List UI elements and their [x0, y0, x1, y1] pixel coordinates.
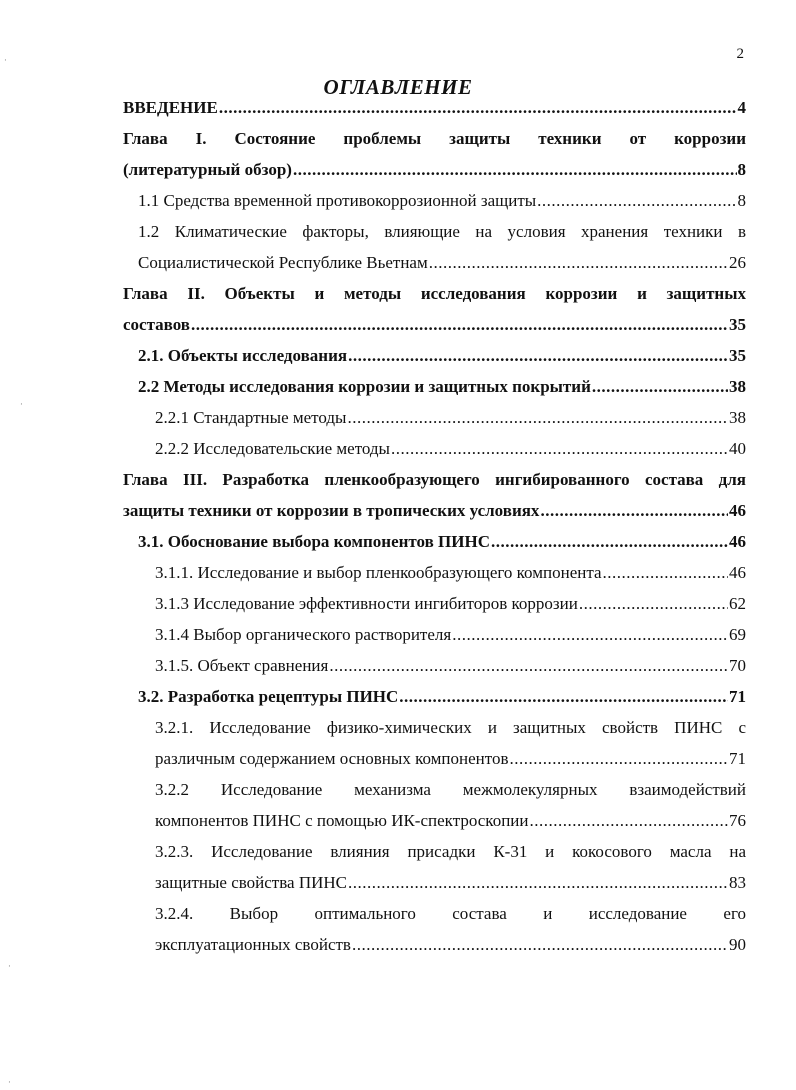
- toc-page-number: 70: [729, 656, 746, 675]
- dot-leader: [509, 743, 728, 774]
- toc-entry: [138, 681, 746, 712]
- toc-page-number: 46: [729, 532, 746, 551]
- toc-page-number: 8: [737, 191, 746, 210]
- toc-entry-line: [138, 371, 746, 402]
- toc-list: [123, 92, 746, 960]
- toc-entry-line: [138, 216, 746, 247]
- dot-leader: [429, 247, 728, 278]
- toc-entry-text: эксплуатационных свойств: [155, 935, 351, 954]
- toc-entry-line: [155, 712, 746, 743]
- toc-page-number: 46: [729, 501, 746, 520]
- dot-leader: [348, 340, 728, 371]
- toc-entry: [155, 836, 746, 898]
- toc-entry-text: 3.1. Обоснование выбора компонентов ПИНС: [138, 532, 491, 551]
- dot-leader: [348, 867, 728, 898]
- toc-entry-line: [155, 743, 746, 774]
- dot-leader: [540, 495, 728, 526]
- scan-mark: ·: [20, 400, 23, 410]
- toc-entry: [155, 774, 746, 836]
- toc-entry-line: [155, 402, 746, 433]
- toc-entry: [123, 278, 746, 340]
- scan-mark: ·: [8, 962, 11, 972]
- toc-page-number: 76: [729, 811, 746, 830]
- toc-entry-text: 1.1 Средства временной противокоррозионной защиты: [138, 191, 537, 210]
- toc-entry-line: [138, 681, 746, 712]
- toc-entry-text: 2.2.1 Стандартные методы: [155, 408, 347, 427]
- toc-entry-text: Глава II. Объекты и методы исследования коррозии и защитных: [123, 284, 746, 303]
- toc-entry-line: [123, 92, 746, 123]
- toc-entry-line: [155, 588, 746, 619]
- toc-entry-line: [123, 464, 746, 495]
- toc-page-number: 4: [737, 98, 746, 117]
- dot-leader: [329, 650, 728, 681]
- dot-leader: [293, 154, 737, 185]
- dot-leader: [592, 371, 728, 402]
- toc-entry: [155, 557, 746, 588]
- scan-mark: ·: [8, 1078, 11, 1088]
- toc-entry-text: 3.2.4. Выбор оптимального состава и исследование его: [155, 904, 746, 923]
- toc-page-number: 35: [729, 315, 746, 334]
- toc-entry-text: 3.1.1. Исследование и выбор пленкообразующего компонента: [155, 563, 602, 582]
- toc-entry-text: Глава I. Состояние проблемы защиты техники от коррозии: [123, 129, 746, 148]
- dot-leader: [579, 588, 728, 619]
- toc-entry-line: [123, 495, 746, 526]
- toc-entry-line: [155, 836, 746, 867]
- toc-entry: [123, 92, 746, 123]
- toc-page-number: 71: [729, 687, 746, 706]
- toc-page-number: 8: [737, 160, 746, 179]
- toc-entry-text: 3.2.3. Исследование влияния присадки К-31 и кокосового масла на: [155, 842, 746, 861]
- toc-entry: [138, 185, 746, 216]
- scan-mark: ·: [4, 56, 7, 66]
- toc-entry-line: [155, 867, 746, 898]
- toc-entry-text: 2.2 Методы исследования коррозии и защитных покрытий: [138, 377, 591, 396]
- toc-page-number: 35: [729, 346, 746, 365]
- dot-leader: [391, 433, 728, 464]
- page-number: 2: [736, 46, 744, 62]
- toc-entry-line: [123, 154, 746, 185]
- toc-entry: [138, 526, 746, 557]
- toc-entry-line: [123, 309, 746, 340]
- toc-entry-line: [138, 340, 746, 371]
- toc-page-number: 90: [729, 935, 746, 954]
- toc-entry-line: [155, 433, 746, 464]
- toc-entry-line: [155, 898, 746, 929]
- toc-entry: [155, 588, 746, 619]
- toc-entry: [155, 898, 746, 960]
- dot-leader: [491, 526, 728, 557]
- toc-page-number: 69: [729, 625, 746, 644]
- toc-entry-line: [138, 247, 746, 278]
- toc-entry: [138, 371, 746, 402]
- toc-page-number: 38: [729, 408, 746, 427]
- dot-leader: [399, 681, 728, 712]
- toc-entry-text: 2.1. Объекты исследования: [138, 346, 348, 365]
- dot-leader: [347, 402, 728, 433]
- toc-entry: [155, 712, 746, 774]
- toc-entry: [155, 650, 746, 681]
- toc-entry: [138, 340, 746, 371]
- toc-entry: [123, 464, 746, 526]
- toc-entry: [155, 433, 746, 464]
- toc-entry-text: различным содержанием основных компонентов: [155, 749, 509, 768]
- toc-entry-line: [155, 805, 746, 836]
- toc-entry: [123, 123, 746, 185]
- dot-leader: [537, 185, 736, 216]
- dot-leader: [352, 929, 728, 960]
- toc-entry-text: Социалистической Республике Вьетнам: [138, 253, 428, 272]
- toc-page-number: 83: [729, 873, 746, 892]
- toc-page-number: 38: [729, 377, 746, 396]
- page-title: ОГЛАВЛЕНИЕ: [323, 75, 473, 99]
- toc-entry: [138, 216, 746, 278]
- toc-entry-text: 1.2 Климатические факторы, влияющие на условия хранения техники в: [138, 222, 746, 241]
- toc-entry-line: [155, 619, 746, 650]
- toc-entry-line: [123, 278, 746, 309]
- toc-entry-line: [155, 557, 746, 588]
- dot-leader: [219, 92, 737, 123]
- toc-entry-line: [138, 526, 746, 557]
- toc-entry-text: 3.1.3 Исследование эффективности ингибиторов коррозии: [155, 594, 578, 613]
- toc-page-number: 46: [729, 563, 746, 582]
- toc-entry-line: [123, 123, 746, 154]
- dot-leader: [191, 309, 728, 340]
- toc-entry-text: ВВЕДЕНИЕ: [123, 98, 218, 117]
- toc-entry: [155, 619, 746, 650]
- toc-entry-text: 3.2. Разработка рецептуры ПИНС: [138, 687, 399, 706]
- dot-leader: [452, 619, 728, 650]
- toc-entry-line: [155, 774, 746, 805]
- toc-entry-line: [155, 650, 746, 681]
- dot-leader: [603, 557, 728, 588]
- toc-page-number: 71: [729, 749, 746, 768]
- toc-entry: [155, 402, 746, 433]
- toc-entry-text: 2.2.2 Исследовательские методы: [155, 439, 390, 458]
- toc-entry-line: [155, 929, 746, 960]
- toc-entry-text: 3.1.5. Объект сравнения: [155, 656, 329, 675]
- toc-entry-text: (литературный обзор): [123, 160, 292, 179]
- toc-entry-text: компонентов ПИНС с помощью ИК-спектроскопии: [155, 811, 529, 830]
- dot-leader: [530, 805, 729, 836]
- toc-entry-text: 3.2.1. Исследование физико-химических и защитных свойств ПИНС с: [155, 718, 746, 737]
- toc-page-number: 26: [729, 253, 746, 272]
- toc-page-number: 62: [729, 594, 746, 613]
- toc-entry-text: защиты техники от коррозии в тропических условиях: [123, 501, 540, 520]
- toc-entry-line: [138, 185, 746, 216]
- toc-entry-text: составов: [123, 315, 190, 334]
- toc-page-number: 40: [729, 439, 746, 458]
- toc-entry-text: 3.1.4 Выбор органического растворителя: [155, 625, 452, 644]
- toc-entry-text: Глава III. Разработка пленкообразующего ингибированного состава для: [123, 470, 746, 489]
- toc-entry-text: защитные свойства ПИНС: [155, 873, 347, 892]
- toc-entry-text: 3.2.2 Исследование механизма межмолекулярных взаимодействий: [155, 780, 746, 799]
